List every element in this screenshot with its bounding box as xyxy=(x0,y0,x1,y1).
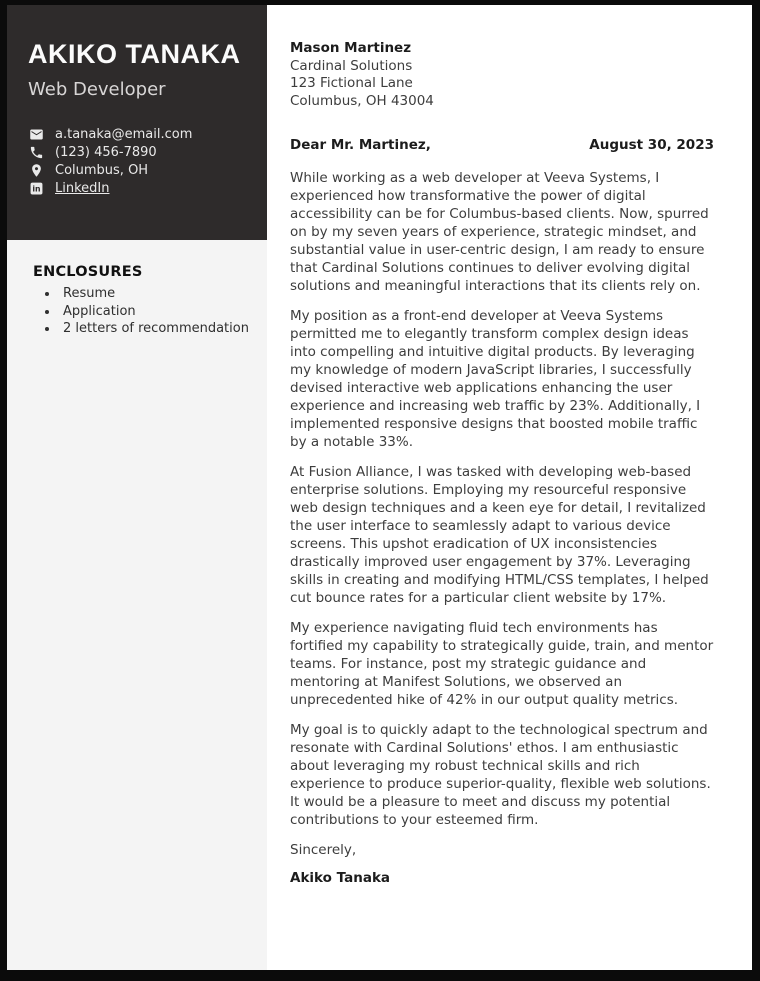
enclosures-heading: ENCLOSURES xyxy=(33,264,143,280)
contact-row-linkedin xyxy=(28,179,249,197)
closing: Sincerely, xyxy=(290,842,357,858)
salutation: Dear Mr. Martinez, xyxy=(290,137,431,153)
letter-paragraph: My position as a front-end developer at Veeva Systems permitted me to elegantly transform complex design ideas into compelling and intuitive digital products. By leveraging my knowledge of modern JavaScript libraries, I successfully devised interactive web applications enhancing the user experience and increasing web traffic by 23%. Additionally, I implemented responsive designs that boosted mobile traffic by a notable 33%. xyxy=(290,308,701,450)
contact-location-text: Columbus, OH xyxy=(55,162,149,178)
letter-body xyxy=(290,40,714,886)
letter-paragraph: My goal is to quickly adapt to the technological spectrum and resonate with Cardinal Solutions' ethos. I am enthusiastic about leveraging my robust technical skills and rich experience to produce superior-quality, flexible web solutions. It would be a pleasure to meet and discuss my potential contributions to your esteemed firm. xyxy=(290,722,711,828)
recipient-city: Columbus, OH 43004 xyxy=(290,92,434,109)
enclosure-item: • Resume xyxy=(59,285,257,303)
contact-email-text: a.tanaka@email.com xyxy=(55,126,193,142)
svg-text:in: in xyxy=(31,184,41,194)
phone-icon xyxy=(28,144,44,160)
linkedin-icon xyxy=(28,180,44,196)
enclosure-item: • 2 letters of recommendation xyxy=(59,320,257,338)
applicant-name: AKIKO TANAKA xyxy=(28,39,241,69)
enclosures-list xyxy=(33,285,257,338)
linkedin-link[interactable]: LinkedIn xyxy=(55,180,110,196)
sidebar xyxy=(7,5,267,970)
applicant-job-title: Web Developer xyxy=(28,79,166,100)
letter-date: August 30, 2023 xyxy=(589,137,714,153)
contact-list xyxy=(28,125,249,197)
recipient-street: 123 Fictional Lane xyxy=(290,75,413,91)
recipient-company: Cardinal Solutions xyxy=(290,57,413,74)
contact-row-location xyxy=(28,161,249,179)
salutation-row xyxy=(290,137,714,153)
contact-row-phone xyxy=(28,143,249,161)
recipient-name: Mason Martinez xyxy=(290,40,412,56)
contact-row-email xyxy=(28,125,249,143)
signature: Akiko Tanaka xyxy=(290,870,391,886)
location-icon xyxy=(28,162,44,178)
letter-paragraph: My experience navigating fluid tech environments has fortified my capability to strategically guide, train, and mentor teams. For instance, post my strategic guidance and mentoring at Manifest Solutions, we observed an unprecedented hike of 42% in our output quality metrics. xyxy=(290,620,714,708)
recipient-block xyxy=(290,40,714,110)
email-icon xyxy=(28,126,44,142)
contact-phone-text: (123) 456-7890 xyxy=(55,144,157,160)
enclosures-section xyxy=(7,240,267,338)
enclosure-item: • Application xyxy=(59,303,257,321)
letter-paragraph: At Fusion Alliance, I was tasked with developing web-based enterprise solutions. Employing my resourceful responsive web design techniques and a keen eye for detail, I revitalized the user interface to seamlessly adapt to various device screens. This upshot eradication of UX inconsistencies drastically improved user engagement by 37%. Leveraging skills in creating and modifying HTML/CSS templates, I helped cut bounce rates for a particular client website by 17%. xyxy=(290,464,709,606)
letter-paragraph: While working as a web developer at Veeva Systems, I experienced how transformative the power of digital accessibility can be for Columbus-based clients. Now, spurred on by my seven years of experience, strategic mindset, and substantial value in user-centric design, I am ready to ensure that Cardinal Solutions continues to deliver evolving digital solutions and meaningful interactions that its clients rely on. xyxy=(290,170,709,294)
sidebar-header xyxy=(7,5,267,240)
cover-letter-page xyxy=(7,5,752,970)
